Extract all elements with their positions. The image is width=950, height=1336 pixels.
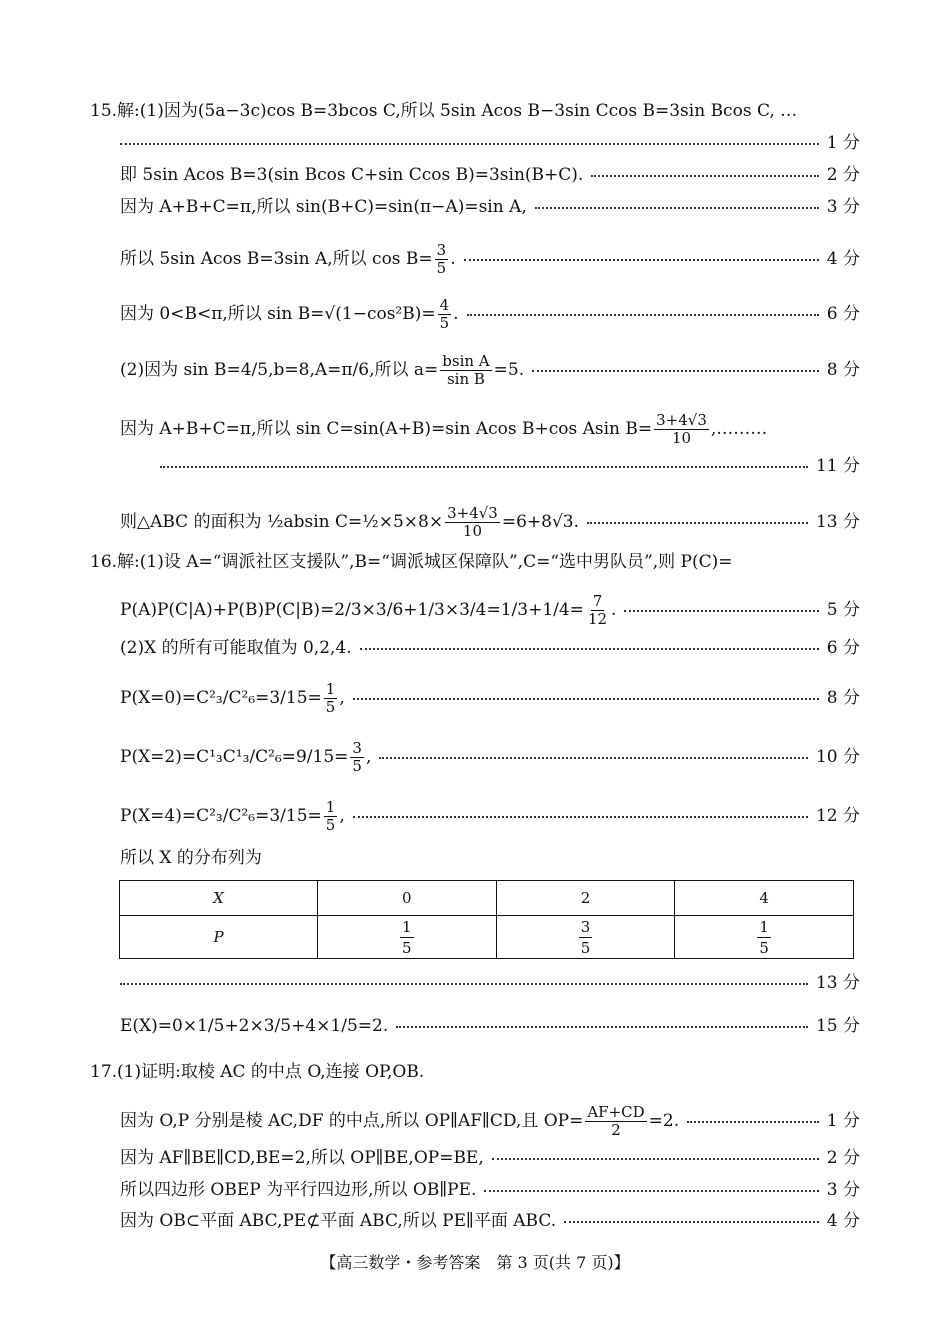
- q17-line-4: 所以四边形 OBEP 为平行四边形,所以 OB∥PE. 3 分: [120, 1180, 860, 1200]
- table-cell: P: [120, 916, 318, 959]
- q15-line-10: 则△ABC 的面积为 ½absin C=½×5×8× $\frac{3+4√3}{10}$ =6+8√3. 13 分: [120, 504, 860, 540]
- q15-line-5: 所以 5sin Acos B=3sin A,所以 cos B= $\frac{3}{5}$ . 4 分: [120, 241, 860, 277]
- table-cell: $\frac{3}{5}$: [496, 916, 675, 959]
- q15-line-8: 因为 A+B+C=π,所以 sin C=sin(A+B)=sin Acos B+cos Asin B= $\frac{3+4√3}{10}$ ,………: [120, 411, 768, 447]
- table-cell: $\frac{1}{5}$: [318, 916, 497, 959]
- q16-line-7: 所以 X 的分布列为: [120, 848, 262, 868]
- q16-line-5: P(X=2)=C¹₃C¹₃/C²₆=9/15= $\frac{3}{5}$ , 10 分: [120, 739, 860, 775]
- q16-line-4: P(X=0)=C²₃/C²₆=3/15= $\frac{1}{5}$ , 8 分: [120, 680, 860, 716]
- table-row: [120, 916, 854, 959]
- q15-line-9: 11 分: [160, 458, 860, 475]
- q15-line-6: 因为 0<B<π,所以 sin B=√(1−cos²B)= $\frac{4}{5}$ . 6 分: [120, 296, 860, 332]
- q16-line-1: 16.解:(1)设 A=“调派社区支援队”,B=“调派城区保障队”,C=“选中男队员”,则 P(C)=: [90, 552, 733, 572]
- table-cell: 0: [318, 881, 497, 916]
- q16-line-2: P(A)P(C|A)+P(B)P(C|B)=2/3×3/6+1/3×3/4=1/3+1/4= $\frac{7}{12}$ . 5 分: [120, 592, 860, 628]
- q15-line-2: [120, 135, 860, 152]
- table-cell: $\frac{1}{5}$: [675, 916, 854, 959]
- q16-line-8: 13 分: [120, 975, 860, 992]
- table-cell: 4: [675, 881, 854, 916]
- q15-line-3: 即 5sin Acos B=3(sin Bcos C+sin Ccos B)=3sin(B+C). 2 分: [120, 165, 860, 185]
- table-cell: 2: [496, 881, 675, 916]
- q15-line-4: 因为 A+B+C=π,所以 sin(B+C)=sin(π−A)=sin A, 3 分: [120, 197, 860, 217]
- q17-line-5: 因为 OB⊂平面 ABC,PE⊄平面 ABC,所以 PE∥平面 ABC. 4 分: [120, 1211, 860, 1231]
- distribution-table: [119, 880, 854, 959]
- q17-line-3: 因为 AF∥BE∥CD,BE=2,所以 OP∥BE,OP=BE, 2 分: [120, 1148, 860, 1168]
- q16-line-9: E(X)=0×1/5+2×3/5+4×1/5=2. 15 分: [120, 1016, 860, 1036]
- q16-line-3: (2)X 的所有可能取值为 0,2,4. 6 分: [120, 638, 860, 658]
- table-cell: X: [120, 881, 318, 916]
- q17-line-1: 17.(1)证明:取棱 AC 的中点 O,连接 OP,OB.: [90, 1062, 425, 1082]
- table-row: [120, 881, 854, 916]
- score: 1 分: [826, 133, 860, 153]
- q15-line-1: 15.解:(1)因为(5a−3c)cos B=3bcos C,所以 5sin Acos B−3sin Ccos B=3sin Bcos C, …: [90, 101, 798, 121]
- q17-line-2: 因为 O,P 分别是棱 AC,DF 的中点,所以 OP∥AF∥CD,且 OP= $\frac{AF+CD}{2}$ =2. 1 分: [120, 1103, 860, 1139]
- page-footer: 【高三数学・参考答案 第 3 页(共 7 页)】: [320, 1253, 630, 1272]
- q16-line-6: P(X=4)=C²₃/C²₆=3/15= $\frac{1}{5}$ , 12 分: [120, 798, 860, 834]
- q15-line-7: (2)因为 sin B=4/5,b=8,A=π/6,所以 a= $\frac{\text{bsin A}}{\text{sin B}}$ =5. 8 分: [120, 352, 860, 388]
